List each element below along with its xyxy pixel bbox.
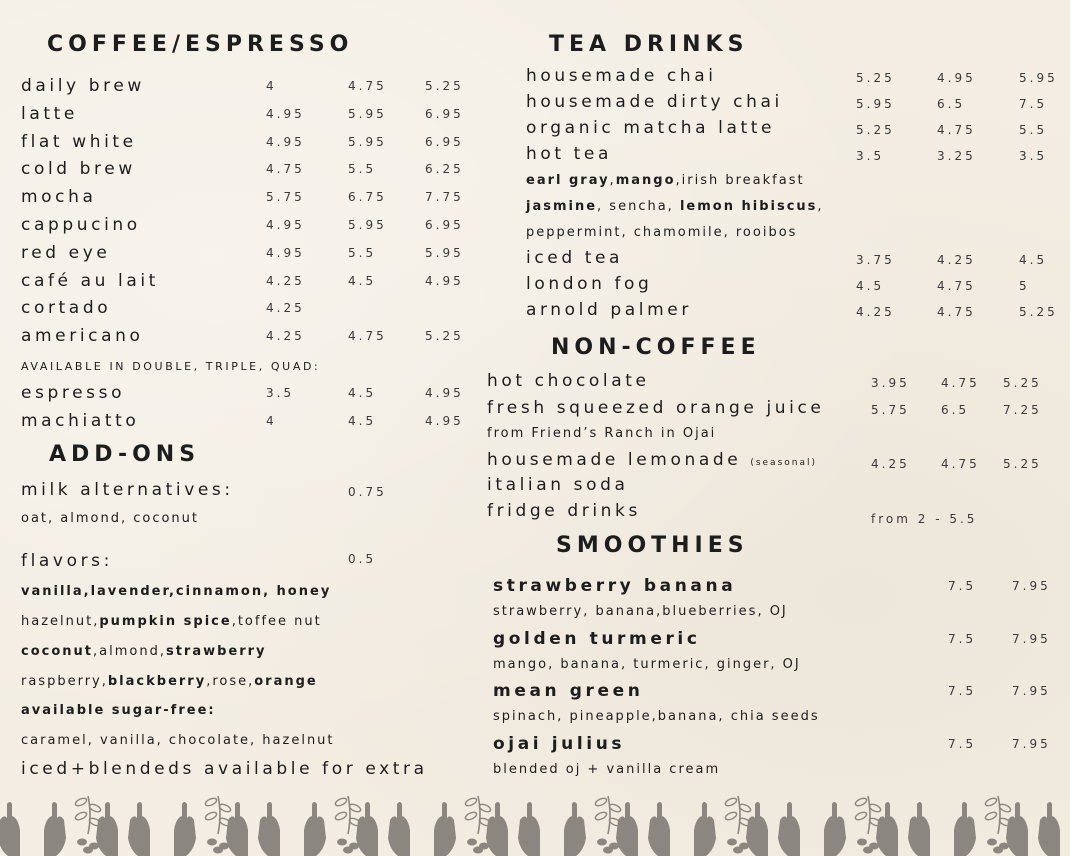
- coffee-item-3-price-2: 5.95: [348, 134, 387, 149]
- coffee-heading: COFFEE/ESPRESSO: [47, 32, 354, 57]
- hands-icon: [388, 802, 410, 856]
- espresso-item-1-name: espresso: [21, 383, 126, 403]
- extra-note: iced+blendeds available for extra: [21, 759, 428, 779]
- smoothie-3-price-2: 7.95: [1012, 684, 1051, 698]
- tea-variety-line-segment: peppermint, chamomile, rooibos: [526, 225, 798, 240]
- espresso-item-2-price-1: 4: [266, 414, 277, 428]
- sugar-free-options: caramel, vanilla, chocolate, hazelnut: [21, 733, 335, 748]
- tea-item-6-name: london fog: [526, 274, 653, 294]
- smoothie-4-name: ojai julius: [493, 733, 626, 754]
- lemonade-price-3: 5.25: [1003, 457, 1042, 471]
- tea-variety-line-segment: , sencha,: [597, 199, 680, 214]
- tea-item-2-name: housemade dirty chai: [526, 92, 783, 112]
- flavor-line-segment: vanilla,lavender,cinnamon, honey: [21, 584, 332, 599]
- hands-icon: [616, 802, 638, 856]
- flavor-line-segment: pumpkin spice: [99, 614, 232, 629]
- sugar-free-label: available sugar-free:: [21, 703, 216, 718]
- tea-item-1-price-2: 4.95: [937, 71, 976, 85]
- hands-icon: [356, 802, 378, 856]
- coffee-item-5-name: mocha: [21, 187, 97, 208]
- smoothie-4-price-2: 7.95: [1012, 736, 1051, 751]
- flavors-price: 0.5: [348, 552, 377, 566]
- coffee-item-6-price-1: 4.95: [266, 218, 305, 232]
- tea-variety-line-segment: earl gray: [526, 173, 610, 188]
- espresso-item-2-name: machiatto: [21, 411, 140, 431]
- tea-item-7-price-3: 5.25: [1019, 305, 1058, 319]
- coffee-item-8-price-1: 4.25: [266, 273, 305, 288]
- tea-item-5-price-1: 3.75: [856, 253, 895, 267]
- smoothie-1-name: strawberry banana: [493, 576, 737, 596]
- hands-icon: [778, 802, 800, 856]
- coffee-item-10-name: americano: [21, 326, 144, 347]
- smoothie-3-name: mean green: [493, 681, 644, 701]
- decorative-band: [0, 790, 1070, 856]
- coffee-item-1-price-1: 4: [266, 79, 277, 93]
- flavors-label: flavors:: [21, 551, 113, 571]
- noncoffee-heading: NON-COFFEE: [551, 335, 761, 360]
- smoothie-1-desc: strawberry, banana,blueberries, OJ: [493, 604, 788, 619]
- coffee-item-1-name: daily brew: [21, 76, 145, 96]
- tea-item-6-price-1: 4.5: [856, 279, 885, 293]
- espresso-item-1-price-2: 4.5: [348, 386, 377, 400]
- tea-variety-line-segment: ,: [817, 199, 824, 214]
- tea-item-3-price-2: 4.75: [937, 123, 976, 137]
- smoothie-2-price-2: 7.95: [1012, 631, 1051, 646]
- tea-item-3-name: organic matcha latte: [526, 118, 776, 138]
- smoothie-1-price-2: 7.95: [1012, 579, 1051, 593]
- hands-icon: [128, 802, 150, 856]
- tea-variety-line-segment: ,irish breakfast: [675, 173, 805, 188]
- hands-icon: [1038, 802, 1060, 856]
- smoothie-1-price-1: 7.5: [948, 579, 977, 593]
- lemonade-price-1: 4.25: [871, 457, 910, 471]
- smoothie-3-price-1: 7.5: [948, 684, 977, 698]
- lemonade-label: housemade lemonade: [487, 450, 742, 470]
- flavor-line-segment: hazelnut,: [21, 614, 100, 629]
- tea-variety-line-1: [526, 173, 805, 188]
- hands-icon: [258, 802, 280, 856]
- tea-variety-line-2: [526, 199, 824, 214]
- flavor-line-segment: ,rose,: [206, 674, 255, 689]
- hands-icon: [0, 802, 20, 856]
- tea-item-4-price-2: 3.25: [937, 149, 976, 163]
- coffee-item-4-price-1: 4.75: [266, 162, 305, 177]
- smoothie-4-price-1: 7.5: [948, 736, 977, 751]
- smoothie-2-desc: mango, banana, turmeric, ginger, OJ: [493, 656, 801, 672]
- coffee-item-9-price-1: 4.25: [266, 301, 305, 316]
- coffee-item-4-price-3: 6.25: [425, 162, 464, 177]
- tea-variety-line-segment: lemon hibiscus: [679, 199, 818, 214]
- italian-soda-name: italian soda: [487, 475, 629, 495]
- hands-icon: [518, 802, 540, 856]
- flavor-line-segment: coconut: [21, 644, 93, 659]
- coffee-item-7-price-3: 5.95: [425, 245, 464, 260]
- tea-item-1-name: housemade chai: [526, 66, 717, 86]
- tea-item-5-price-2: 4.25: [937, 253, 976, 267]
- tea-variety-line-segment: jasmine: [526, 199, 598, 214]
- hands-icon: [648, 802, 670, 856]
- coffee-item-4-name: cold brew: [21, 159, 136, 180]
- coffee-item-4-price-2: 5.5: [348, 162, 377, 177]
- tea-item-4-price-3: 3.5: [1019, 149, 1048, 163]
- coffee-item-5-price-1: 5.75: [266, 190, 305, 205]
- coffee-item-8-name: café au lait: [21, 270, 159, 291]
- coffee-item-3-price-3: 6.95: [425, 134, 464, 149]
- addons-heading: ADD-ONS: [49, 442, 201, 467]
- tea-item-6-price-2: 4.75: [937, 279, 976, 293]
- coffee-item-7-name: red eye: [21, 242, 111, 263]
- tea-item-1-price-1: 5.25: [856, 71, 895, 85]
- espresso-item-1-price-1: 3.5: [266, 386, 295, 400]
- orange-juice-price-3: 7.25: [1003, 403, 1042, 417]
- coffee-item-2-name: latte: [21, 103, 78, 124]
- flavor-line-segment: orange: [254, 674, 318, 689]
- tea-item-7-price-2: 4.75: [937, 305, 976, 319]
- coffee-item-7-price-1: 4.95: [266, 245, 305, 260]
- tea-item-6-price-3: 5: [1019, 279, 1030, 293]
- espresso-item-1-price-3: 4.95: [425, 386, 464, 400]
- coffee-item-5-price-2: 6.75: [348, 190, 387, 205]
- hands-icon: [824, 802, 846, 856]
- coffee-item-9-name: cortado: [21, 298, 112, 319]
- coffee-item-2-price-2: 5.95: [348, 106, 387, 121]
- availability-note: AVAILABLE IN DOUBLE, TRIPLE, QUAD:: [21, 360, 321, 373]
- tea-item-2-price-3: 7.5: [1019, 97, 1048, 111]
- smoothie-3-desc: spinach, pineapple,banana, chia seeds: [493, 709, 820, 724]
- tea-item-5-price-3: 4.5: [1019, 253, 1048, 267]
- coffee-item-1-price-2: 4.75: [348, 79, 387, 93]
- tea-item-5-name: iced tea: [526, 248, 624, 268]
- hot-chocolate-price-2: 4.75: [941, 376, 980, 390]
- smoothie-2-name: golden turmeric: [493, 628, 701, 649]
- hands-icon: [226, 802, 248, 856]
- coffee-item-10-price-2: 4.75: [348, 329, 387, 344]
- lemonade-seasonal-tag: (seasonal): [750, 458, 817, 468]
- coffee-item-6-price-3: 6.95: [425, 218, 464, 232]
- hands-icon: [1006, 802, 1028, 856]
- coffee-item-6-price-2: 5.95: [348, 218, 387, 232]
- coffee-item-8-price-3: 4.95: [425, 273, 464, 288]
- coffee-item-7-price-2: 5.5: [348, 245, 377, 260]
- coffee-item-1-price-3: 5.25: [425, 79, 464, 93]
- coffee-item-3-name: flat white: [21, 131, 137, 152]
- milk-alternatives-label: milk alternatives:: [21, 480, 234, 500]
- flavor-line-2: [21, 614, 322, 629]
- fridge-drinks-price: from 2 - 5.5: [871, 512, 978, 526]
- flavor-line-segment: ,toffee nut: [231, 614, 322, 629]
- orange-juice-name: fresh squeezed orange juice: [487, 398, 825, 418]
- hands-icon: [746, 802, 768, 856]
- smoothie-4-desc: blended oj + vanilla cream: [493, 761, 721, 777]
- hands-icon: [304, 802, 326, 856]
- fridge-drinks-name: fridge drinks: [487, 501, 641, 521]
- tea-item-4-price-1: 3.5: [856, 149, 885, 163]
- orange-juice-source: from Friend’s Ranch in Ojai: [487, 426, 717, 441]
- espresso-item-2-price-3: 4.95: [425, 414, 464, 428]
- flavor-line-segment: ,almond,: [93, 644, 166, 659]
- tea-variety-line-segment: mango: [615, 173, 676, 188]
- hands-icon: [44, 802, 66, 856]
- flavor-line-4: [21, 674, 318, 689]
- orange-juice-price-1: 5.75: [871, 403, 910, 417]
- milk-options: oat, almond, coconut: [21, 511, 200, 526]
- hands-icon: [174, 802, 196, 856]
- espresso-item-2-price-2: 4.5: [348, 414, 377, 428]
- lemonade-price-2: 4.75: [941, 457, 980, 471]
- flavor-line-segment: strawberry: [165, 644, 267, 659]
- hands-icon: [486, 802, 508, 856]
- flavor-line-1: [21, 584, 331, 599]
- hands-icon: [908, 802, 930, 856]
- coffee-item-8-price-2: 4.5: [348, 273, 377, 288]
- flavor-line-segment: blackberry: [107, 674, 207, 689]
- tea-item-3-price-1: 5.25: [856, 123, 895, 137]
- tea-item-7-name: arnold palmer: [526, 300, 692, 320]
- milk-alternatives-price: 0.75: [348, 485, 387, 499]
- tea-item-1-price-3: 5.95: [1019, 71, 1058, 85]
- coffee-item-10-price-1: 4.25: [266, 329, 305, 344]
- lemonade-name: [487, 450, 817, 470]
- coffee-item-2-price-3: 6.95: [425, 106, 464, 121]
- hands-icon: [96, 802, 118, 856]
- smoothie-2-price-1: 7.5: [948, 631, 977, 646]
- tea-variety-line-3: [526, 225, 797, 240]
- flavor-line-3: [21, 644, 267, 659]
- orange-juice-price-2: 6.5: [941, 403, 970, 417]
- hands-icon: [876, 802, 898, 856]
- hands-icon: [694, 802, 716, 856]
- coffee-item-5-price-3: 7.75: [425, 190, 464, 205]
- smoothies-heading: SMOOTHIES: [556, 533, 749, 558]
- coffee-item-6-name: cappucino: [21, 215, 141, 235]
- tea-item-2-price-2: 6.5: [937, 97, 966, 111]
- hot-chocolate-price-3: 5.25: [1003, 376, 1042, 390]
- tea-heading: TEA DRINKS: [549, 32, 749, 57]
- hands-icon: [564, 802, 586, 856]
- flavor-line-segment: raspberry,: [21, 674, 108, 689]
- tea-variety-line-segment: ,: [609, 173, 616, 188]
- hands-icon: [434, 802, 456, 856]
- coffee-item-2-price-1: 4.95: [266, 106, 305, 121]
- hot-chocolate-price-1: 3.95: [871, 376, 910, 390]
- tea-item-3-price-3: 5.5: [1019, 123, 1048, 137]
- coffee-item-10-price-3: 5.25: [425, 329, 464, 344]
- tea-item-7-price-1: 4.25: [856, 305, 895, 319]
- hands-icon: [954, 802, 976, 856]
- tea-item-4-name: hot tea: [526, 144, 612, 164]
- tea-item-2-price-1: 5.95: [856, 97, 895, 111]
- coffee-item-3-price-1: 4.95: [266, 134, 305, 149]
- hot-chocolate-name: hot chocolate: [487, 371, 650, 391]
